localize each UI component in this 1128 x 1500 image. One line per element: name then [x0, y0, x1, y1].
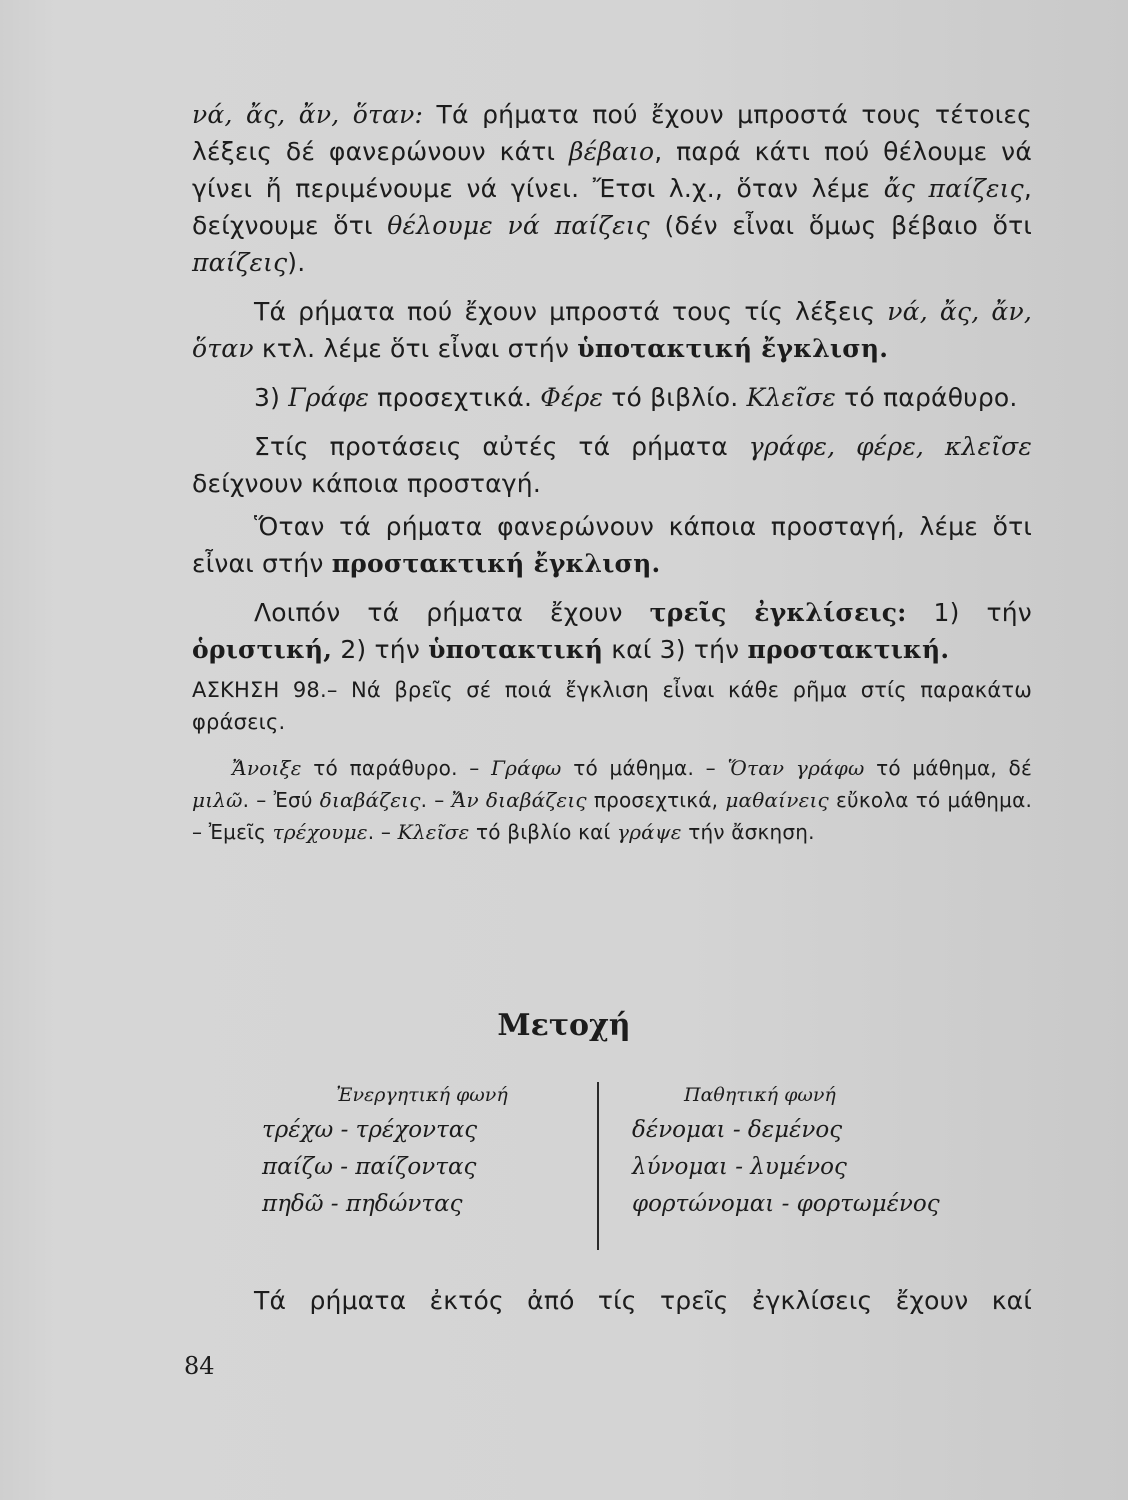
- text-italic: γράψε: [617, 820, 682, 844]
- text: τό μάθημα, δέ: [864, 756, 1032, 780]
- text: , παρά κάτι πού θέλουμε νά γίνει ἤ περιμένουμε νά γίνει. Ἔτσι λ.χ., ὅταν λέμε: [192, 137, 1033, 203]
- text: 3): [254, 383, 289, 412]
- text: κτλ. λέμε ὅτι εἶναι στήν: [253, 334, 578, 363]
- text-italic: μιλῶ: [192, 788, 243, 812]
- text-italic: νά, ἄς, ἄν, ὅταν:: [192, 100, 424, 129]
- text-italic: Ἄν διαβάζεις: [451, 788, 587, 812]
- page-number: 84: [184, 1352, 215, 1380]
- paragraph-imperative-explain: [192, 428, 1032, 502]
- text: τό παράθυρο.: [835, 383, 1018, 412]
- text: (δέν εἶναι ὅμως βέβαιο ὅτι: [649, 211, 1033, 240]
- text-italic: Κλεῖσε: [397, 820, 470, 844]
- text-italic: νά, ἄς, ἄν, ὅταν: [192, 297, 1032, 363]
- participle-row: φορτώνομαι - φορτωμένος: [632, 1191, 940, 1217]
- participle-row: πηδῶ - πηδώντας: [262, 1191, 463, 1217]
- text: Λοιπόν τά ρήματα ἔχουν: [254, 598, 650, 627]
- participle-row: λύνομαι - λυμένος: [632, 1154, 847, 1180]
- text: εὔκολα τό μάθημα. – Ἐμεῖς: [192, 788, 1033, 844]
- text-italic: ἄς παίζεις: [883, 174, 1024, 203]
- participle-row: παίζω - παίζοντας: [262, 1154, 477, 1180]
- text-italic: βέβαιο: [568, 137, 655, 166]
- term-imperative: προστακτική.: [747, 635, 950, 664]
- text-italic: Γράφε: [288, 383, 370, 412]
- active-voice-label: Ἐνεργητική φωνή: [336, 1084, 508, 1106]
- text: Ὅταν τά ρήματα φανερώνουν κάποια προσταγή, λέμε ὅτι εἶναι στήν: [192, 512, 1032, 578]
- text: , δείχνουμε ὅτι: [192, 174, 1032, 240]
- passive-voice-column: [632, 1078, 1032, 1223]
- participle-table: [192, 1078, 1032, 1254]
- text: τό μάθημα. –: [561, 756, 728, 780]
- exercise-sentences: [192, 752, 1032, 848]
- participle-row: τρέχω - τρέχοντας: [262, 1117, 478, 1143]
- term-imperative: προστακτική ἔγκλιση.: [331, 549, 661, 578]
- text-italic: Ἄνοιξε: [232, 756, 302, 780]
- text: Τά ρήματα πού ἔχουν μπροστά τους τέτοιες λέξεις δέ φανερώνουν κάτι: [192, 100, 1032, 166]
- text-italic: παίζεις: [192, 248, 288, 277]
- term-subjunctive: ὑποτακτική ἔγκλιση.: [577, 334, 889, 363]
- text: Στίς προτάσεις αὐτές τά ρήματα: [254, 432, 749, 461]
- term-moods: τρεῖς ἐγκλίσεις:: [649, 598, 907, 627]
- text: ).: [287, 248, 306, 277]
- exercise-title: [192, 674, 1032, 738]
- section-heading: Μετοχή: [497, 1008, 631, 1043]
- text-italic: Φέρε: [540, 383, 604, 412]
- text: 1) τήν: [906, 598, 1032, 627]
- exercise-title-text: ΑΣΚΗΣΗ 98.– Νά βρεῖς σέ ποιά ἔγκλιση εἶναι κάθε ρῆμα στίς παρακάτω φράσεις.: [192, 678, 1032, 734]
- closing-line: Τά ρήματα ἐκτός ἀπό τίς τρεῖς ἐγκλίσεις ἔχουν καί: [254, 1286, 1032, 1315]
- text-italic: Κλεῖσε: [746, 383, 836, 412]
- text-italic: διαβάζεις: [319, 788, 421, 812]
- paragraph-imperative-rule: [192, 508, 1032, 582]
- paragraph-subjunctive-intro: [192, 96, 1032, 281]
- text-italic: τρέχουμε: [272, 820, 368, 844]
- text: προσεχτικά.: [369, 383, 541, 412]
- text: . –: [367, 820, 398, 844]
- closing-text: [192, 1282, 1032, 1319]
- text: τό βιβλίο.: [603, 383, 747, 412]
- paragraph-three-moods: [192, 594, 1032, 668]
- text-italic: θέλουμε νά παίζεις: [387, 211, 650, 240]
- text-italic: Γράφω: [491, 756, 562, 780]
- main-text: [192, 96, 1032, 848]
- text: προσεχτικά,: [586, 788, 726, 812]
- participle-row: δένομαι - δεμένος: [632, 1117, 843, 1143]
- text-italic: γράφε, φέρε, κλεῖσε: [748, 432, 1033, 461]
- text: 2) τήν: [332, 635, 429, 664]
- text-italic: Ὅταν γράφω: [727, 756, 865, 780]
- text: . – Ἐσύ: [242, 788, 320, 812]
- column-divider: [597, 1082, 599, 1250]
- term-subjunctive: ὑποτακτική: [428, 635, 604, 664]
- text: καί 3) τήν: [603, 635, 748, 664]
- text: δείχνουν κάποια προσταγή.: [192, 469, 541, 498]
- passive-voice-label: Παθητική φωνή: [684, 1084, 836, 1106]
- term-indicative: ὁριστική,: [192, 635, 333, 664]
- text: Τά ρήματα πού ἔχουν μπροστά τους τίς λέξεις: [254, 297, 888, 326]
- text: τό παράθυρο. –: [301, 756, 492, 780]
- paragraph-subjunctive-rule: [192, 293, 1032, 367]
- active-voice-column: [262, 1078, 582, 1223]
- text: τήν ἄσκηση.: [681, 820, 815, 844]
- text: τό βιβλίο καί: [469, 820, 618, 844]
- text: . –: [420, 788, 452, 812]
- text-italic: μαθαίνεις: [725, 788, 829, 812]
- paragraph-imperative-examples: [192, 379, 1032, 416]
